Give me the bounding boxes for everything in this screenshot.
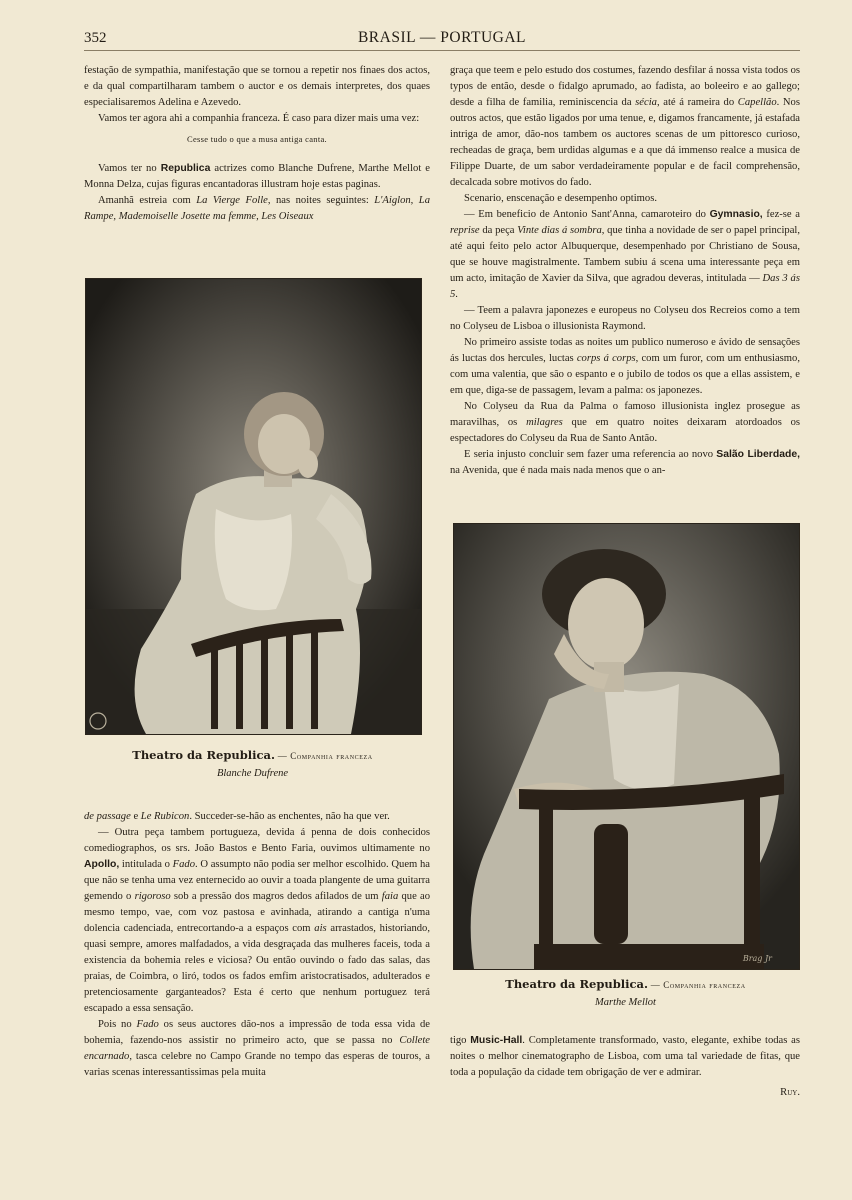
caption-theatre: Theatro da Republica. <box>505 977 649 991</box>
venue-name: Salão Liberdade, <box>716 449 800 460</box>
photo-caption <box>85 748 420 781</box>
running-head <box>84 28 800 51</box>
author-signature: Ruy. <box>780 1087 800 1098</box>
paragraph: — Teem a palavra japonezes e europeus no Colyseu dos Recreios como a tem no Colyseu de Lisboa o illusionista Raymond. <box>450 305 800 332</box>
paragraph: — Outra peça tambem portugueza, devida á penna de dois conhecidos comediographos, os srs. João Bastos e Bento Faria, ouvimos ultimamente no Apollo, intitulada o Fado. O assumpto não podia ser melhor escolhido. Quem ha que não se tenha uma vez enternecido ao ouvir a toada plangente de uma guitarra gemendo o rigoroso sob a pressão dos magros dedos afilados de um faia que ao mesmo tempo, vae, com voz pastosa e avinhada, atirando a cantiga n'uma dolencia cadenciada, entrecortando-a a espaços com ais arrastados, historiando, quasi sempre, amores malfadados, a vida desgraçada das mulheres faceis, toda a existencia da bohemia reles e viciosa? Ou então ouvindo o fado das salas, das praias, de Coimbra, o liró, todos os fados emfim aristocratisados, adulterados e pretenciosamente garganteados? Esta é certo que nenhum portuguez terá escapado a essa sensação. <box>84 827 430 1014</box>
paragraph: tigo Music-Hall. Completamente transformado, vasto, elegante, exhibe todas as noites o melhor cinematographo de Lisboa, com uma tal variedade de fitas, que toda a população da cidade tem obrigação de ver e admirar. <box>450 1035 800 1078</box>
page-number: 352 <box>84 30 107 46</box>
venue-name: Apollo, <box>84 859 120 870</box>
venue-name: Gymnasio, <box>709 209 763 220</box>
caption-company: — Companhia franceza <box>650 980 746 990</box>
caption-theatre: Theatro da Republica. <box>132 748 276 762</box>
left-column-top <box>84 63 430 225</box>
paragraph: Scenario, enscenação e desempenho optimos. <box>464 193 657 204</box>
caption-actress-name: Blanche Dufrene <box>216 768 289 779</box>
portrait-photo-blanche-dufrene <box>85 278 422 735</box>
paragraph: graça que teem e pelo estudo dos costumes, fazendo desfilar á nossa vista todos os typos de então, desde o fidalgo aprumado, ao fadista, ao boleeiro e ao gallego; desde a filha de familia, reminiscencia da sécia, até á rameira do Capellão. Nos outros actos, que estão ligados por uma tenue, e, digamos francamente, já estafada intriga de amor, dão-nos tambem os auctores scenas de um pittoresco curioso, recheadas de graça, bem urdidas algumas e a que dá immenso realce a musica de Filippe Duarte, de um sabor verdadeiramente popular e de facil comprehensão, decalcada sobre motivos do fado. <box>450 65 800 188</box>
photo-caption <box>453 977 798 1010</box>
verse-quote: Cesse tudo o que a musa antiga canta. <box>187 134 327 144</box>
portrait-illustration <box>86 279 421 734</box>
paragraph: festação de sympathia, manifestação que se tornou a repetir nos finaes dos actos, e da qual compartilharam tambem o auctor e os demais interpretes, dos quaes especialisaremos Adelina e Azevedo. <box>84 65 430 108</box>
paragraph: No primeiro assiste todas as noites um publico numeroso e ávido de sensações ás luctas dos hercules, luctas corps á corps, com um furor, com um enthusiasmo, com uma valentia, que são o espanto e o jubilo de todos os que a ellas assistem, e em que, diga-se de passagem, levam a palma: os japonezes. <box>450 337 800 396</box>
right-column-top <box>450 63 800 479</box>
paragraph: Pois no Fado os seus auctores dão-nos a impressão de toda essa vida de bohemia, fazendo-nos assistir no primeiro acto, que se passa no Collete encarnado, tasca celebre no Campo Grande no tempo das esperas de touros, a varias scenas interessantissimas pela muita <box>84 1019 430 1078</box>
paragraph: Vamos ter agora ahi a companhia franceza. É caso para dizer mais uma vez: <box>98 113 420 124</box>
portrait-illustration <box>454 524 799 969</box>
paragraph: — Em beneficio de Antonio Sant'Anna, camaroteiro do Gymnasio, fez-se a reprise da peça Vinte dias á sombra, que tinha a novidade de ser o papel principal, até aqui feito pelo actor Albuquerque, desempenhado por Christiano de Sousa, que se houve magistralmente. Tambem subiu á scena uma interessante peça em um acto, imitação de Xavier da Silva, que agradou deveras, intitulada — Das 3 ás 5. <box>450 209 800 300</box>
caption-actress-name: Marthe Mellot <box>595 997 656 1008</box>
paragraph: No Colyseu da Rua da Palma o famoso illusionista inglez prosegue as maravilhas, os milagres que em quatro noites deixaram atordoados os espectadores do Colyseu da Rua de Santo Antão. <box>450 401 801 444</box>
portrait-photo-marthe-mellot <box>453 523 800 970</box>
journal-title: BRASIL — PORTUGAL <box>357 29 527 46</box>
venue-name: Republica <box>160 163 211 174</box>
photographer-mark: Brag Jr <box>742 954 772 963</box>
paragraph: Amanhã estreia com La Vierge Folle, nas noites seguintes: L'Aiglon, La Rampe, Mademoiselle Josette ma femme, Les Oiseaux <box>84 195 430 222</box>
right-column-bottom <box>450 1033 800 1101</box>
caption-company: — Companhia franceza <box>277 751 373 761</box>
paragraph: de passage e Le Rubicon. Succeder-se-hão as enchentes, não ha que ver. <box>84 811 390 822</box>
left-column-bottom <box>84 809 430 1081</box>
paragraph: E seria injusto concluir sem fazer uma referencia ao novo Salão Liberdade, na Avenida, que é nada mais nada menos que o an- <box>450 449 800 476</box>
paragraph: Vamos ter no Republica actrizes como Blanche Dufrene, Marthe Mellot e Monna Delza, cujas figuras encantadoras illustram hoje estas paginas. <box>84 163 430 190</box>
venue-name: Music-Hall <box>470 1035 523 1046</box>
